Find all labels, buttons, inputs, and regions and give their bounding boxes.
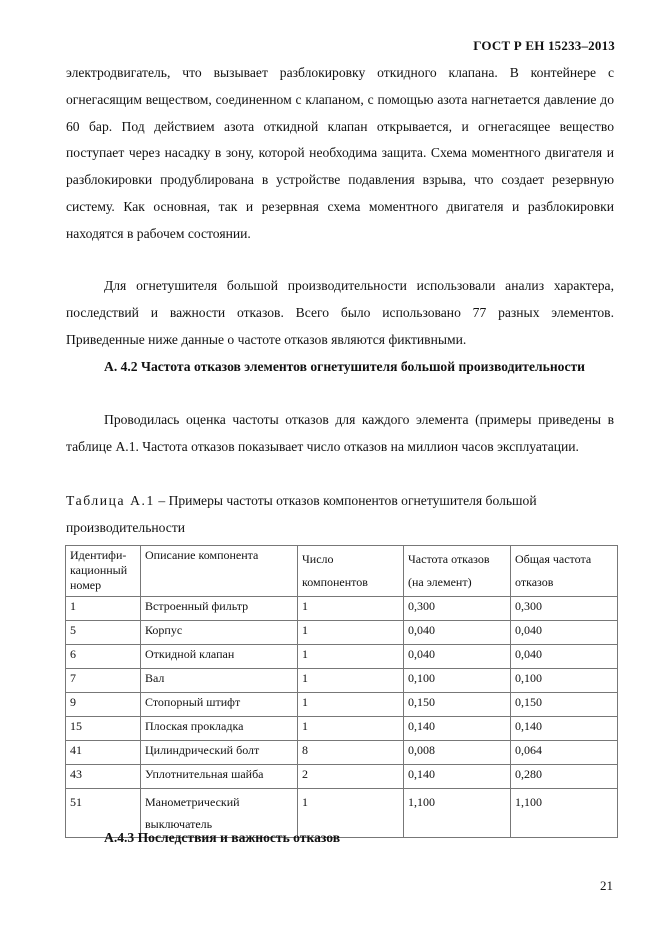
cell-description: Вал (141, 669, 298, 693)
cell-count: 1 (298, 597, 404, 621)
header-description: Описание компонента (141, 546, 298, 597)
cell-description: Корпус (141, 621, 298, 645)
cell-description: Стопорный штифт (141, 693, 298, 717)
cell-failure-rate: 1,100 (404, 789, 511, 838)
table-caption (66, 488, 614, 542)
cell-failure-rate: 0,040 (404, 621, 511, 645)
cell-total-rate: 0,300 (511, 597, 618, 621)
cell-failure-rate: 0,140 (404, 717, 511, 741)
paragraph-analysis (66, 273, 614, 353)
cell-description: Встроенный фильтр (141, 597, 298, 621)
cell-id: 51 (66, 789, 141, 838)
cell-id: 6 (66, 645, 141, 669)
cell-count: 1 (298, 621, 404, 645)
cell-count: 1 (298, 645, 404, 669)
cell-total-rate: 1,100 (511, 789, 618, 838)
table-row (66, 765, 618, 789)
cell-count: 1 (298, 693, 404, 717)
cell-description: Манометрический выключатель (141, 789, 298, 838)
section-heading-a42: А. 4.2 Частота отказов элементов огнетушителя большой производительности (104, 359, 586, 374)
page-number: 21 (600, 878, 613, 893)
cell-failure-rate: 0,100 (404, 669, 511, 693)
cell-total-rate: 0,040 (511, 645, 618, 669)
paragraph-text: Проводилась оценка частоты отказов для каждого элемента (примеры приведены в таблице А.1. Частота отказов показывает число отказов на миллион часов эксплуатации. (66, 412, 614, 454)
cell-total-rate: 0,140 (511, 717, 618, 741)
table-caption-text: – Примеры частоты отказов компонентов огнетушителя большой производительности (66, 493, 537, 535)
table-row (66, 645, 618, 669)
cell-id: 5 (66, 621, 141, 645)
cell-id: 15 (66, 717, 141, 741)
cell-description: Плоская прокладка (141, 717, 298, 741)
cell-id: 1 (66, 597, 141, 621)
cell-count: 8 (298, 741, 404, 765)
cell-description: Цилиндрический болт (141, 741, 298, 765)
table-caption-label: Таблица А.1 (66, 493, 155, 508)
cell-id: 9 (66, 693, 141, 717)
cell-count: 2 (298, 765, 404, 789)
paragraph-text: электродвигатель, что вызывает разблокировку откидного клапана. В контейнере с огнегасящим веществом, соединенном с клапаном, с помощью азота нагнетается давление до 60 бар. Под действием азота откидной клапан открывается, и огнегасящее вещество поступает через насадку в зону, которой необходима защита. Схема моментного двигателя и разблокировки продублирована в устройстве подавления взрыва, что создает резервную систему. Как основная, так и резервная схема моментного двигателя и разблокировки находятся в рабочем состоянии. (66, 65, 614, 241)
header-total-rate: Общая частота отказов (511, 546, 618, 597)
cell-total-rate: 0,100 (511, 669, 618, 693)
standard-code-header: ГОСТ Р ЕН 15233–2013 (473, 38, 615, 53)
header-count: Число компонентов (298, 546, 404, 597)
cell-failure-rate: 0,150 (404, 693, 511, 717)
table-row (66, 693, 618, 717)
cell-description: Уплотнительная шайба (141, 765, 298, 789)
failure-rate-table (65, 545, 618, 838)
cell-count: 1 (298, 789, 404, 838)
paragraph-failure-rate (66, 407, 614, 461)
paragraph-text: Для огнетушителя большой производительности использовали анализ характера, последствий и важности отказов. Всего было использовано 77 разных элементов. Приведенные ниже данные о частоте отказов являются фиктивными. (66, 278, 614, 347)
cell-total-rate: 0,040 (511, 621, 618, 645)
cell-total-rate: 0,150 (511, 693, 618, 717)
cell-failure-rate: 0,040 (404, 645, 511, 669)
table-header-row (66, 546, 618, 597)
paragraph-intro (66, 60, 614, 248)
table-row (66, 597, 618, 621)
table-row (66, 669, 618, 693)
cell-failure-rate: 0,008 (404, 741, 511, 765)
cell-id: 41 (66, 741, 141, 765)
table-row (66, 717, 618, 741)
cell-failure-rate: 0,300 (404, 597, 511, 621)
header-id-number: Идентифи-кационный номер (66, 546, 141, 597)
cell-failure-rate: 0,140 (404, 765, 511, 789)
cell-id: 7 (66, 669, 141, 693)
table-row (66, 741, 618, 765)
cell-id: 43 (66, 765, 141, 789)
cell-description: Откидной клапан (141, 645, 298, 669)
subsection-heading-a43: А.4.3 Последствия и важность отказов (104, 830, 341, 845)
cell-total-rate: 0,064 (511, 741, 618, 765)
cell-total-rate: 0,280 (511, 765, 618, 789)
cell-count: 1 (298, 669, 404, 693)
header-failure-rate: Частота отказов (на элемент) (404, 546, 511, 597)
cell-count: 1 (298, 717, 404, 741)
table-row (66, 621, 618, 645)
